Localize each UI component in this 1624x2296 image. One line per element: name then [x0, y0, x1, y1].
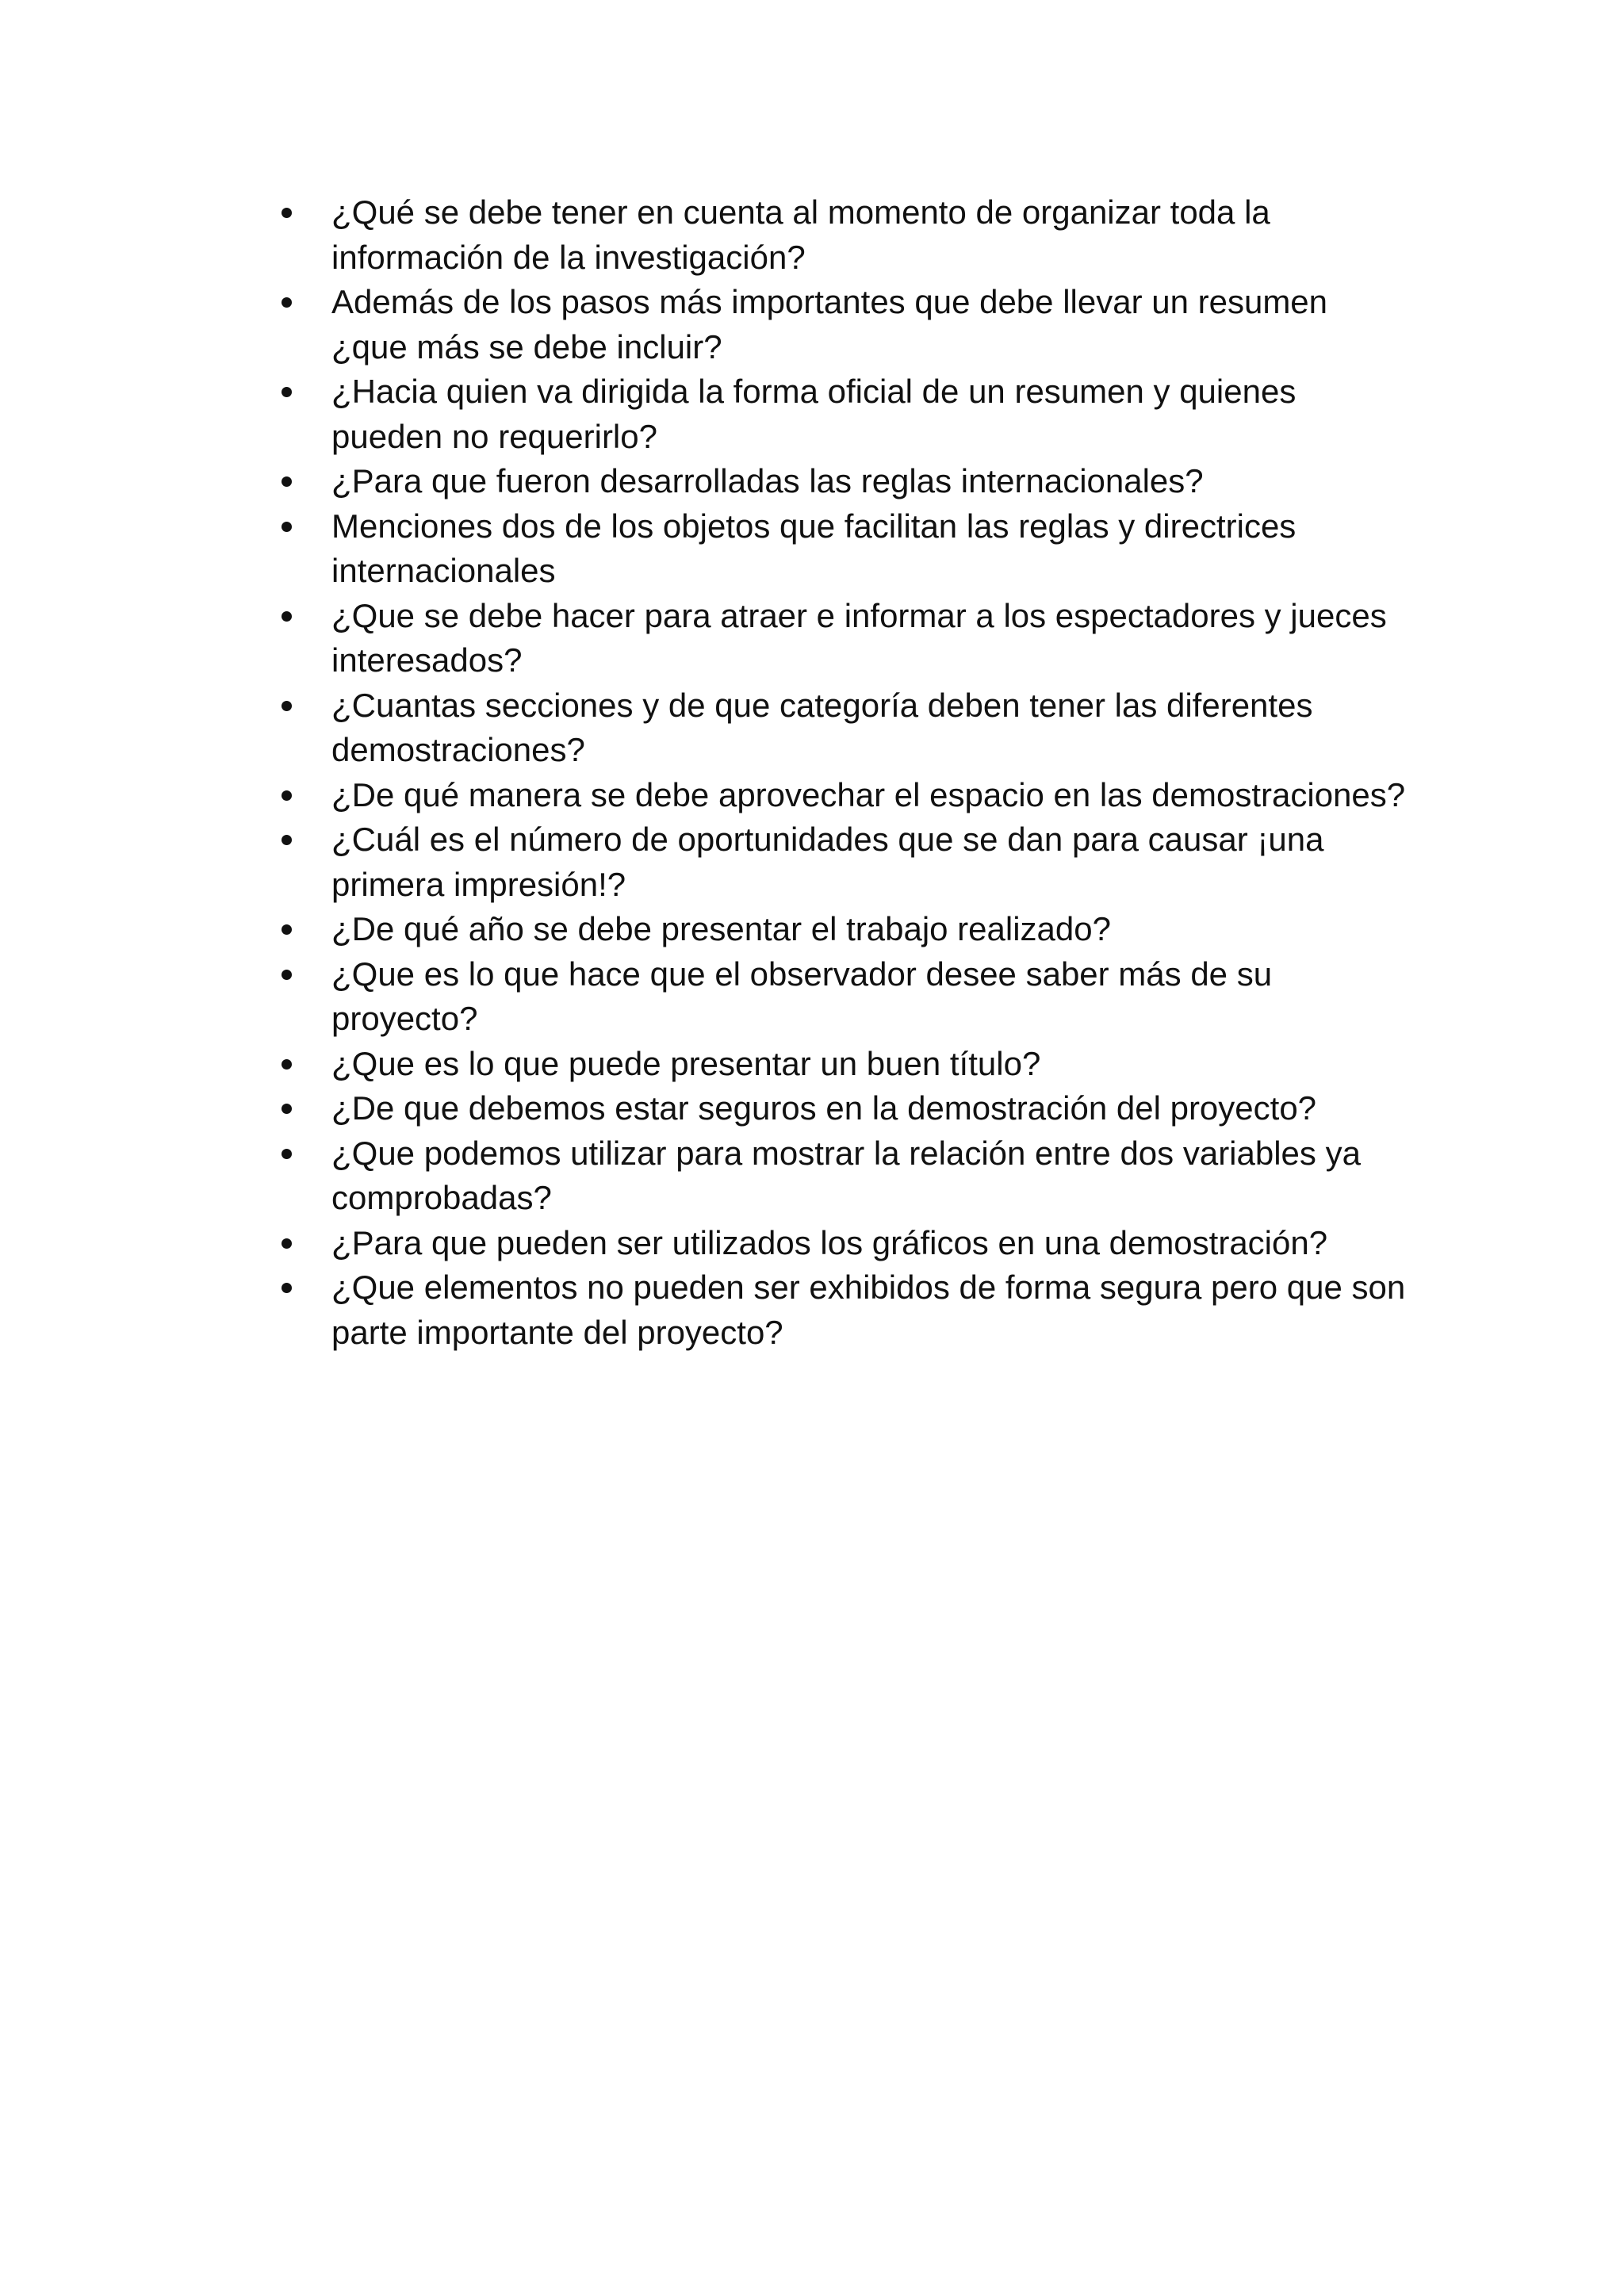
bullet-icon	[282, 1238, 292, 1249]
bullet-icon	[282, 1059, 292, 1070]
question-text: ¿Para que pueden ser utilizados los gráficos en una demostración?	[331, 1223, 1328, 1261]
question-text: ¿De qué manera se debe aprovechar el espacio en las demostraciones?	[331, 775, 1406, 813]
question-text: ¿Que es lo que puede presentar un buen título?	[331, 1044, 1041, 1082]
question-item	[282, 280, 1408, 369]
bullet-icon	[282, 522, 292, 532]
question-item	[282, 1265, 1408, 1355]
question-text: Menciones dos de los objetos que facilitan las reglas y directrices internacionales	[331, 507, 1297, 589]
question-item	[282, 1221, 1408, 1266]
question-item	[282, 1131, 1408, 1221]
bullet-icon	[282, 970, 292, 980]
bullet-icon	[282, 1149, 292, 1159]
question-text: ¿Para que fueron desarrolladas las reglas internacionales?	[331, 462, 1204, 499]
question-text: ¿Hacia quien va dirigida la forma oficial de un resumen y quienes pueden no requerirlo?	[331, 373, 1297, 455]
question-text: ¿Cuantas secciones y de que categoría deben tener las diferentes demostraciones?	[331, 686, 1313, 768]
bullet-icon	[282, 387, 292, 397]
bullet-icon	[282, 208, 292, 218]
question-item	[282, 773, 1408, 818]
question-text: ¿Que se debe hacer para atraer e informar a los espectadores y jueces interesados?	[331, 596, 1387, 679]
question-item	[282, 459, 1408, 504]
question-text: ¿De qué año se debe presentar el trabajo realizado?	[331, 910, 1111, 947]
question-item	[282, 369, 1408, 459]
question-item	[282, 907, 1408, 952]
question-text: ¿Que es lo que hace que el observador desee saber más de su proyecto?	[331, 955, 1273, 1037]
bullet-icon	[282, 1104, 292, 1114]
question-text: Además de los pasos más importantes que debe llevar un resumen ¿que más se debe incluir?	[331, 283, 1328, 365]
bullet-icon	[282, 611, 292, 622]
question-item	[282, 952, 1408, 1042]
question-text: ¿De que debemos estar seguros en la demostración del proyecto?	[331, 1089, 1317, 1127]
bullet-icon	[282, 297, 292, 308]
question-item	[282, 504, 1408, 594]
question-item	[282, 1042, 1408, 1087]
bullet-icon	[282, 924, 292, 935]
question-item	[282, 190, 1408, 280]
question-item	[282, 683, 1408, 773]
question-text: ¿Que elementos no pueden ser exhibidos de forma segura pero que son parte importante del proyecto?	[331, 1269, 1406, 1351]
bullet-icon	[282, 701, 292, 711]
question-list	[282, 190, 1408, 1355]
question-item	[282, 817, 1408, 907]
question-text: ¿Cuál es el número de oportunidades que se dan para causar ¡una primera impresión!?	[331, 821, 1324, 903]
bullet-icon	[282, 476, 292, 487]
bullet-icon	[282, 1283, 292, 1293]
question-item	[282, 594, 1408, 683]
question-text: ¿Que podemos utilizar para mostrar la relación entre dos variables ya comprobadas?	[331, 1134, 1361, 1216]
question-text: ¿Qué se debe tener en cuenta al momento de organizar toda la información de la investigación?	[331, 193, 1270, 276]
bullet-icon	[282, 790, 292, 801]
bullet-icon	[282, 835, 292, 845]
question-item	[282, 1086, 1408, 1131]
